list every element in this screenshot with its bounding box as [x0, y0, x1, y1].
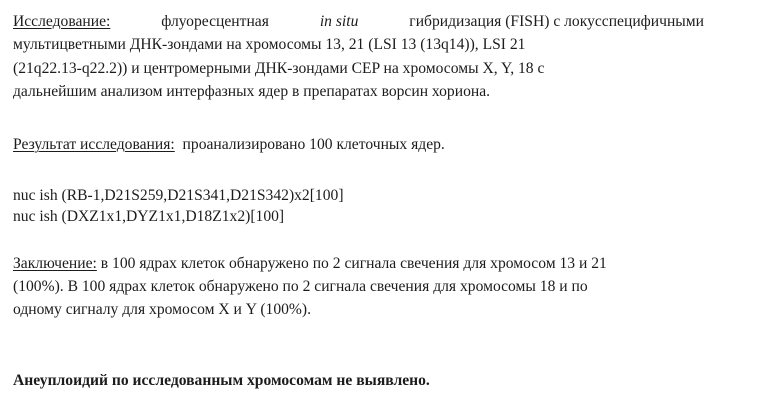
research-line-2: мультицветными ДНК-зондами на хромосомы 13, 21 (LSI 13 (13q14)), LSI 21 — [13, 36, 526, 53]
conclusion-line-2: (100%). В 100 ядрах клеток обнаружено по 2 сигнала свечения для хромосомы 18 и по — [13, 278, 588, 295]
research-line-4: дальнейшим анализом интерфазных ядер в препаратах ворсин хориона. — [13, 83, 491, 100]
result-text: проанализировано 100 клеточных ядер. — [182, 136, 445, 153]
karyotype-line-2: nuc ish (DXZ1x1,DYZ1x1,D18Z1x2)[100] — [13, 208, 285, 225]
final-statement: Анеуплоидий по исследованным хромосомам не выявлено. — [13, 372, 430, 389]
conclusion-line-1 — [13, 254, 607, 274]
karyotype-line-1: nuc ish (RB-1,D21S259,D21S341,D21S342)x2[100] — [13, 187, 344, 204]
research-line-1-rest: гибридизация (FISH) с локусспецифичными — [409, 13, 704, 30]
research-in-situ: in situ — [319, 13, 359, 30]
conclusion-line-3: одному сигналу для хромосом X и Y (100%). — [13, 301, 312, 318]
research-line-3: (21q22.13-q22.2)) и центромерными ДНК-зондами CEP на хромосомы X, Y, 18 с — [13, 60, 545, 77]
result-label: Результат исследования: — [13, 136, 175, 153]
conclusion-line-1-text: в 100 ядрах клеток обнаружено по 2 сигнала свечения для хромосом 13 и 21 — [100, 255, 607, 272]
research-label: Исследование: — [13, 13, 111, 30]
conclusion-label: Заключение: — [13, 255, 97, 272]
result-line — [13, 135, 445, 155]
research-line-1-method: флуоресцентная — [161, 13, 269, 30]
research-line-1 — [13, 12, 704, 32]
